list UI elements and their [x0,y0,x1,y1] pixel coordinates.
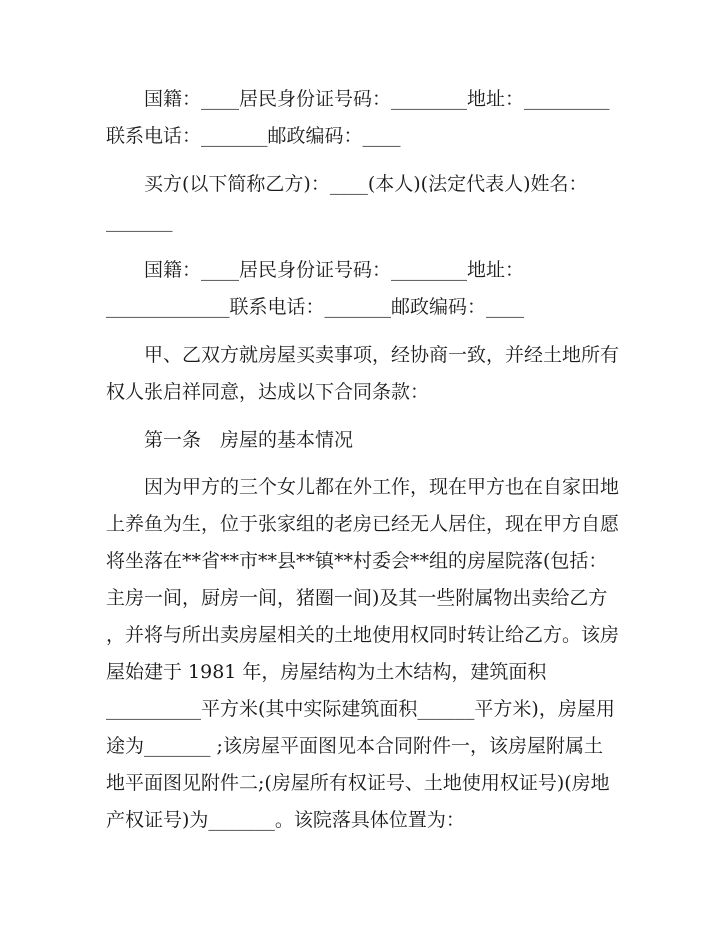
text-line: _____________联系电话：_______邮政编码：____ [106,296,525,318]
text-line: 国籍：____居民身份证号码：________地址： [144,259,525,281]
text-line: ，并将与所出卖房屋相关的土地使用权同时转让给乙方。该房 [106,624,620,646]
text-line: _______ [106,210,173,232]
text-line: 将坐落在**省**市**县**镇**村委会**组的房屋院落(包括： [106,550,608,572]
text-line: 产权证号)为_______。该院落具体位置为： [106,809,465,831]
section-heading: 第一条 房屋的基本情况 [144,429,354,451]
paragraph-agreement [106,337,622,411]
text-line: 甲、乙双方就房屋买卖事项，经协商一致，并经土地所有 [144,344,620,366]
paragraph-seller-details [106,81,622,155]
text-line: 国籍：____居民身份证号码：________地址：_________ [144,88,610,110]
text-line: 因为甲方的三个女儿都在外工作，现在甲方也在自家田地 [144,476,620,498]
paragraph-article-1-body [106,469,622,839]
paragraph-buyer-name [106,166,622,240]
text-line: 途为_______ ;该房屋平面图见本合同附件一，该房屋附属土 [106,735,603,757]
text-line: 联系电话：_______邮政编码：____ [106,125,401,147]
text-line: 地平面图见附件二;(房屋所有权证号、土地使用权证号)(房地 [106,772,610,794]
paragraph-buyer-details [106,252,622,326]
text-line: 上养鱼为生，位于张家组的老房已经无人居住，现在甲方自愿 [106,513,620,535]
article-1-heading [106,422,622,459]
text-line: 主房一间，厨房一间，猪圈一间)及其一些附属物出卖给乙方 [106,587,608,609]
text-line: __________平方米(其中实际建筑面积______平方米)，房屋用 [106,698,615,720]
text-line: 屋始建于 1981 年，房屋结构为土木结构，建筑面积 [106,661,547,683]
text-line: 买方(以下简称乙方)：____(本人)(法定代表人)姓名： [144,173,588,195]
text-line: 权人张启祥同意，达成以下合同条款： [106,381,430,403]
